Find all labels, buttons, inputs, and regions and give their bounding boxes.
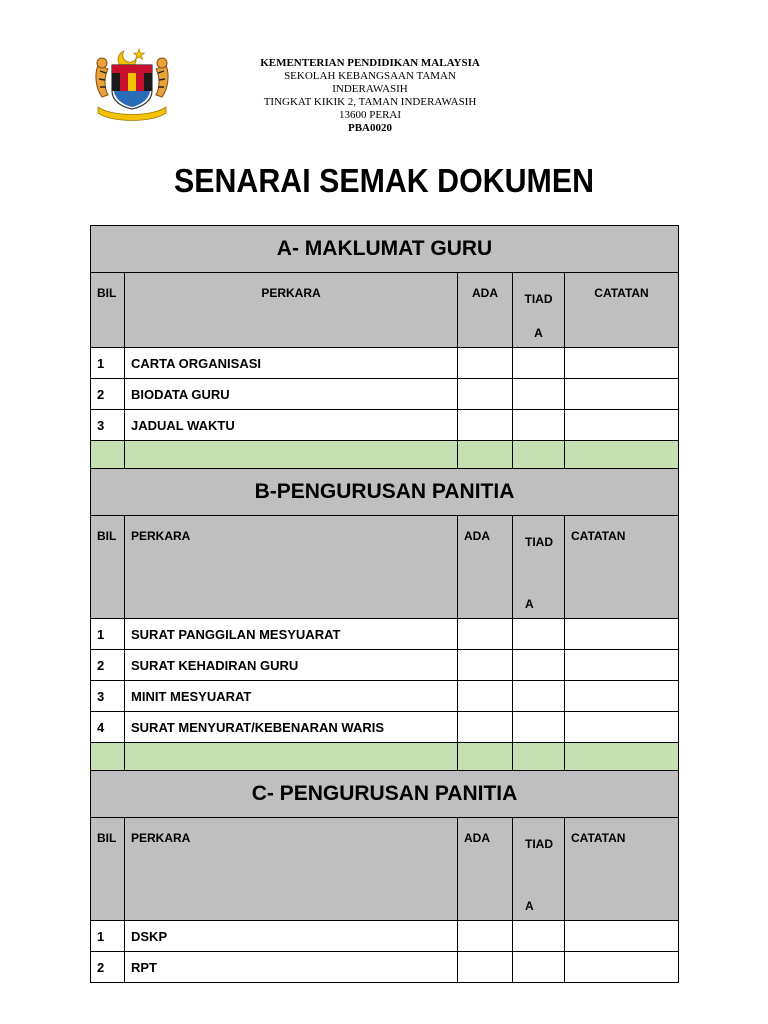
col-ada: ADA <box>458 818 513 921</box>
table-row <box>91 712 679 743</box>
table-row <box>91 921 679 952</box>
catatan-cell[interactable] <box>565 650 679 681</box>
spacer-row <box>91 743 679 771</box>
table-row <box>91 348 679 379</box>
col-tiada: TIAD A <box>513 273 565 348</box>
tiada-cell[interactable] <box>513 921 565 952</box>
column-header-row <box>91 818 679 921</box>
col-ada: ADA <box>458 273 513 348</box>
table-row <box>91 410 679 441</box>
col-bil: BIL <box>91 516 125 619</box>
row-bil: 2 <box>91 952 125 983</box>
letterhead <box>200 57 540 135</box>
col-tiada: TIAD A <box>513 818 565 921</box>
col-tiada: TIAD A <box>513 516 565 619</box>
tiada-cell[interactable] <box>513 348 565 379</box>
row-perkara: DSKP <box>125 921 458 952</box>
table-row <box>91 650 679 681</box>
row-perkara: SURAT PANGGILAN MESYUARAT <box>125 619 458 650</box>
row-bil: 2 <box>91 379 125 410</box>
catatan-cell[interactable] <box>565 619 679 650</box>
catatan-cell[interactable] <box>565 952 679 983</box>
tiada-cell[interactable] <box>513 619 565 650</box>
section-c-header <box>91 771 679 818</box>
col-ada: ADA <box>458 516 513 619</box>
row-bil: 2 <box>91 650 125 681</box>
col-catatan: CATATAN <box>565 818 679 921</box>
spacer-row <box>91 441 679 469</box>
row-bil: 1 <box>91 921 125 952</box>
section-b-header <box>91 469 679 516</box>
checklist-table <box>90 225 679 983</box>
col-bil: BIL <box>91 818 125 921</box>
ministry-name: KEMENTERIAN PENDIDIKAN MALAYSIA <box>260 57 480 69</box>
section-title: C- PENGURUSAN PANITIA <box>91 771 679 818</box>
document-title: SENARAI SEMAK DOKUMEN <box>173 162 595 199</box>
catatan-cell[interactable] <box>565 379 679 410</box>
catatan-cell[interactable] <box>565 921 679 952</box>
col-bil: BIL <box>91 273 125 348</box>
catatan-cell[interactable] <box>565 348 679 379</box>
col-perkara: PERKARA <box>125 818 458 921</box>
row-perkara: BIODATA GURU <box>125 379 458 410</box>
table-row <box>91 952 679 983</box>
row-bil: 1 <box>91 619 125 650</box>
section-title: B-PENGURUSAN PANITIA <box>91 469 679 516</box>
ada-cell[interactable] <box>458 410 513 441</box>
tiada-cell[interactable] <box>513 712 565 743</box>
ada-cell[interactable] <box>458 952 513 983</box>
ada-cell[interactable] <box>458 921 513 952</box>
tiada-cell[interactable] <box>513 952 565 983</box>
column-header-row <box>91 273 679 348</box>
school-name-line-2: INDERAWASIH <box>332 83 408 95</box>
tiada-cell[interactable] <box>513 681 565 712</box>
ada-cell[interactable] <box>458 712 513 743</box>
col-catatan: CATATAN <box>565 516 679 619</box>
row-perkara: CARTA ORGANISASI <box>125 348 458 379</box>
column-header-row <box>91 516 679 619</box>
ada-cell[interactable] <box>458 379 513 410</box>
col-perkara: PERKARA <box>125 516 458 619</box>
tiada-cell[interactable] <box>513 650 565 681</box>
school-code: PBA0020 <box>348 122 392 134</box>
row-bil: 3 <box>91 681 125 712</box>
tiada-cell[interactable] <box>513 379 565 410</box>
ada-cell[interactable] <box>458 348 513 379</box>
address-line-1: TINGKAT KIKIK 2, TAMAN INDERAWASIH <box>263 96 477 108</box>
address-line-2: 13600 PERAI <box>338 109 402 121</box>
row-bil: 3 <box>91 410 125 441</box>
coat-of-arms-logo <box>92 45 172 123</box>
table-row <box>91 379 679 410</box>
catatan-cell[interactable] <box>565 681 679 712</box>
ada-cell[interactable] <box>458 650 513 681</box>
section-title: A- MAKLUMAT GURU <box>91 226 679 273</box>
catatan-cell[interactable] <box>565 410 679 441</box>
row-perkara: JADUAL WAKTU <box>125 410 458 441</box>
col-catatan: CATATAN <box>565 273 679 348</box>
ada-cell[interactable] <box>458 681 513 712</box>
row-bil: 1 <box>91 348 125 379</box>
table-row <box>91 619 679 650</box>
school-name-line-1: SEKOLAH KEBANGSAAN TAMAN <box>284 70 456 82</box>
row-perkara: SURAT MENYURAT/KEBENARAN WARIS <box>125 712 458 743</box>
row-perkara: RPT <box>125 952 458 983</box>
table-row <box>91 681 679 712</box>
row-perkara: SURAT KEHADIRAN GURU <box>125 650 458 681</box>
ada-cell[interactable] <box>458 619 513 650</box>
catatan-cell[interactable] <box>565 712 679 743</box>
col-perkara: PERKARA <box>125 273 458 348</box>
row-perkara: MINIT MESYUARAT <box>125 681 458 712</box>
section-a-header <box>91 226 679 273</box>
row-bil: 4 <box>91 712 125 743</box>
tiada-cell[interactable] <box>513 410 565 441</box>
